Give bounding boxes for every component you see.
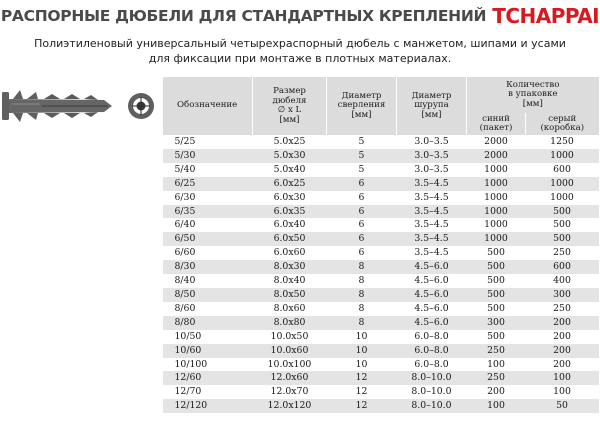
designation-cell: 6/50 — [163, 232, 253, 246]
screw-diameter-cell: 6.0–8.0 — [397, 344, 467, 358]
description-line-2: для фиксации при монтаже в плотных материалах. — [148, 52, 452, 65]
qty-gray-cell: 50 — [526, 399, 599, 413]
designation-cell: 6/35 — [163, 205, 253, 219]
designation-cell: 6/30 — [163, 191, 253, 205]
qty-gray-cell: 200 — [526, 330, 599, 344]
screw-diameter-cell: 3.5–4.5 — [397, 205, 467, 219]
dowel-spec-table — [162, 77, 598, 413]
qty-blue-cell: 1000 — [467, 218, 526, 232]
page-title — [0, 0, 600, 32]
qty-gray-cell: 500 — [526, 232, 599, 246]
header-size: Размер дюбеля ∅ x L [мм] — [253, 77, 327, 135]
qty-gray-cell: 200 — [526, 344, 599, 358]
qty-blue-cell: 2000 — [467, 135, 526, 149]
qty-blue-cell: 500 — [467, 288, 526, 302]
qty-gray-cell: 200 — [526, 358, 599, 372]
size-cell: 6.0x35 — [253, 205, 327, 219]
qty-gray-cell: 200 — [526, 316, 599, 330]
drill-diameter-cell: 5 — [327, 135, 397, 149]
screw-diameter-cell: 4.5–6.0 — [397, 288, 467, 302]
size-cell: 6.0x25 — [253, 177, 327, 191]
table-row — [163, 177, 599, 191]
drill-diameter-cell: 10 — [327, 344, 397, 358]
qty-gray-cell: 1000 — [526, 177, 599, 191]
drill-diameter-cell: 6 — [327, 191, 397, 205]
qty-blue-cell: 300 — [467, 316, 526, 330]
size-cell: 8.0x50 — [253, 288, 327, 302]
designation-cell: 12/60 — [163, 371, 253, 385]
designation-cell: 8/50 — [163, 288, 253, 302]
screw-diameter-cell: 6.0–8.0 — [397, 330, 467, 344]
designation-cell: 8/60 — [163, 302, 253, 316]
qty-blue-cell: 1000 — [467, 191, 526, 205]
qty-blue-cell: 1000 — [467, 205, 526, 219]
screw-diameter-cell: 4.5–6.0 — [397, 260, 467, 274]
designation-cell: 8/40 — [163, 274, 253, 288]
title-main-text: РАСПОРНЫЕ ДЮБЕЛИ ДЛЯ СТАНДАРТНЫХ КРЕПЛЕНИЙ — [0, 7, 487, 25]
size-cell: 12.0x70 — [253, 385, 327, 399]
size-cell: 6.0x40 — [253, 218, 327, 232]
table-row — [163, 371, 599, 385]
screw-diameter-cell: 3.5–4.5 — [397, 246, 467, 260]
qty-gray-cell: 300 — [526, 288, 599, 302]
designation-cell: 6/40 — [163, 218, 253, 232]
screw-diameter-cell: 4.5–6.0 — [397, 316, 467, 330]
designation-cell: 10/60 — [163, 344, 253, 358]
drill-diameter-cell: 5 — [327, 163, 397, 177]
dowel-side-view-icon — [0, 88, 162, 124]
table-row — [163, 218, 599, 232]
table-row — [163, 358, 599, 372]
qty-gray-cell: 600 — [526, 260, 599, 274]
qty-gray-cell: 1000 — [526, 149, 599, 163]
qty-blue-cell: 500 — [467, 260, 526, 274]
qty-blue-cell: 2000 — [467, 149, 526, 163]
table-row — [163, 205, 599, 219]
drill-diameter-cell: 8 — [327, 274, 397, 288]
screw-diameter-cell: 3.0–3.5 — [397, 135, 467, 149]
table-row — [163, 274, 599, 288]
spec-table-body — [163, 135, 599, 413]
drill-diameter-cell: 10 — [327, 358, 397, 372]
designation-cell: 8/30 — [163, 260, 253, 274]
screw-diameter-cell: 3.5–4.5 — [397, 232, 467, 246]
qty-gray-cell: 1250 — [526, 135, 599, 149]
size-cell: 10.0x100 — [253, 358, 327, 372]
drill-diameter-cell: 6 — [327, 205, 397, 219]
header-package-quantity: Количество в упаковке [мм] — [467, 77, 599, 113]
table-row — [163, 163, 599, 177]
designation-cell: 12/120 — [163, 399, 253, 413]
qty-blue-cell: 200 — [467, 385, 526, 399]
table-row — [163, 288, 599, 302]
table-row — [163, 385, 599, 399]
qty-gray-cell: 100 — [526, 385, 599, 399]
screw-diameter-cell: 3.0–3.5 — [397, 149, 467, 163]
drill-diameter-cell: 5 — [327, 149, 397, 163]
qty-gray-cell: 400 — [526, 274, 599, 288]
table-row — [163, 246, 599, 260]
header-blue-bag: синий (пакет) — [467, 113, 526, 135]
size-cell: 12.0x120 — [253, 399, 327, 413]
table-row — [163, 399, 599, 413]
qty-blue-cell: 250 — [467, 371, 526, 385]
qty-gray-cell: 250 — [526, 246, 599, 260]
product-description — [0, 36, 600, 66]
size-cell: 8.0x30 — [253, 260, 327, 274]
qty-blue-cell: 250 — [467, 344, 526, 358]
table-row — [163, 302, 599, 316]
size-cell: 10.0x50 — [253, 330, 327, 344]
size-cell: 10.0x60 — [253, 344, 327, 358]
qty-gray-cell: 100 — [526, 371, 599, 385]
header-drill-diameter: Диаметр сверления [мм] — [327, 77, 397, 135]
qty-blue-cell: 500 — [467, 274, 526, 288]
screw-diameter-cell: 8.0–10.0 — [397, 399, 467, 413]
designation-cell: 5/40 — [163, 163, 253, 177]
designation-cell: 10/50 — [163, 330, 253, 344]
designation-cell: 6/25 — [163, 177, 253, 191]
header-screw-diameter: Диаметр шурупа [мм] — [397, 77, 467, 135]
screw-diameter-cell: 3.5–4.5 — [397, 218, 467, 232]
table-row — [163, 135, 599, 149]
size-cell: 6.0x30 — [253, 191, 327, 205]
size-cell: 8.0x40 — [253, 274, 327, 288]
drill-diameter-cell: 6 — [327, 177, 397, 191]
screw-diameter-cell: 4.5–6.0 — [397, 302, 467, 316]
designation-cell: 10/100 — [163, 358, 253, 372]
qty-gray-cell: 500 — [526, 218, 599, 232]
drill-diameter-cell: 8 — [327, 260, 397, 274]
drill-diameter-cell: 6 — [327, 246, 397, 260]
qty-gray-cell: 1000 — [526, 191, 599, 205]
size-cell: 5.0x25 — [253, 135, 327, 149]
table-row — [163, 191, 599, 205]
table-row — [163, 260, 599, 274]
qty-blue-cell: 500 — [467, 246, 526, 260]
designation-cell: 6/60 — [163, 246, 253, 260]
size-cell: 5.0x30 — [253, 149, 327, 163]
qty-blue-cell: 1000 — [467, 163, 526, 177]
qty-blue-cell: 100 — [467, 358, 526, 372]
drill-diameter-cell: 10 — [327, 330, 397, 344]
screw-diameter-cell: 8.0–10.0 — [397, 385, 467, 399]
screw-diameter-cell: 4.5–6.0 — [397, 274, 467, 288]
screw-diameter-cell: 8.0–10.0 — [397, 371, 467, 385]
qty-blue-cell: 500 — [467, 302, 526, 316]
drill-diameter-cell: 8 — [327, 288, 397, 302]
screw-diameter-cell: 3.0–3.5 — [397, 163, 467, 177]
screw-diameter-cell: 3.5–4.5 — [397, 191, 467, 205]
table-row — [163, 316, 599, 330]
table-row — [163, 149, 599, 163]
size-cell: 5.0x40 — [253, 163, 327, 177]
designation-cell: 8/80 — [163, 316, 253, 330]
designation-cell: 12/70 — [163, 385, 253, 399]
drill-diameter-cell: 8 — [327, 316, 397, 330]
screw-diameter-cell: 3.5–4.5 — [397, 177, 467, 191]
drill-diameter-cell: 12 — [327, 399, 397, 413]
size-cell: 6.0x60 — [253, 246, 327, 260]
designation-cell: 5/25 — [163, 135, 253, 149]
table-row — [163, 232, 599, 246]
qty-blue-cell: 100 — [467, 399, 526, 413]
qty-gray-cell: 600 — [526, 163, 599, 177]
qty-gray-cell: 500 — [526, 205, 599, 219]
header-designation: Обозначение — [163, 77, 253, 135]
designation-cell: 5/30 — [163, 149, 253, 163]
drill-diameter-cell: 6 — [327, 218, 397, 232]
drill-diameter-cell: 8 — [327, 302, 397, 316]
drill-diameter-cell: 12 — [327, 385, 397, 399]
qty-blue-cell: 1000 — [467, 232, 526, 246]
size-cell: 8.0x80 — [253, 316, 327, 330]
screw-diameter-cell: 6.0–8.0 — [397, 358, 467, 372]
header-gray-box: серый (коробка) — [526, 113, 599, 135]
drill-diameter-cell: 12 — [327, 371, 397, 385]
brand-name: TCHAPPAI — [492, 4, 600, 28]
qty-blue-cell: 500 — [467, 330, 526, 344]
size-cell: 8.0x60 — [253, 302, 327, 316]
size-cell: 12.0x60 — [253, 371, 327, 385]
qty-gray-cell: 250 — [526, 302, 599, 316]
table-row — [163, 330, 599, 344]
description-line-1: Полиэтиленовый универсальный четырехраспорный дюбель с манжетом, шипами и усами — [34, 37, 566, 50]
qty-blue-cell: 1000 — [467, 177, 526, 191]
drill-diameter-cell: 6 — [327, 232, 397, 246]
size-cell: 6.0x50 — [253, 232, 327, 246]
table-row — [163, 344, 599, 358]
